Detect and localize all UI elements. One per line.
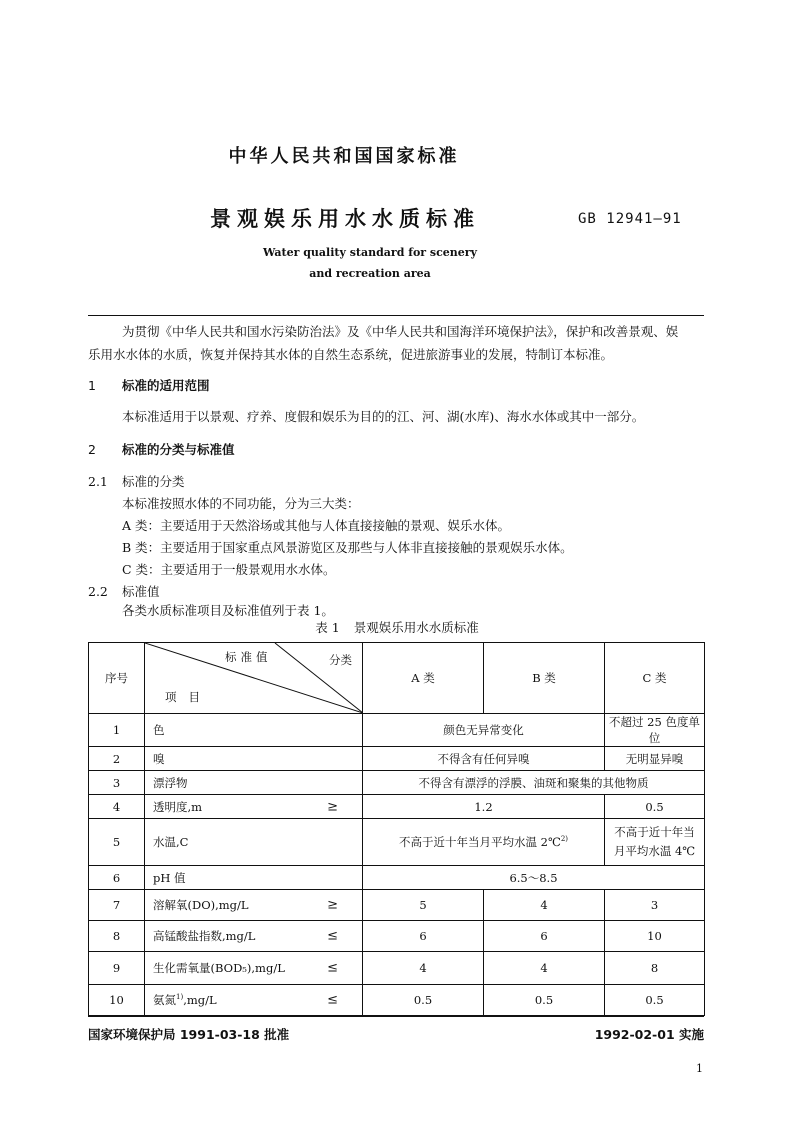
class-b-description: B 类：主要适用于国家重点风景游览区及那些与人体非直接接触的景观娱乐水体。 <box>122 540 573 555</box>
row-value-c <box>605 819 705 866</box>
comparison-symbol: ≤ <box>327 992 338 1008</box>
table-row <box>89 921 705 952</box>
row-value-ab: 1.2 <box>363 795 605 819</box>
section1-text: 本标准适用于以景观、疗养、度假和娱乐为目的的江、河、湖(水库)、海水水体或其中一部分。 <box>122 409 645 424</box>
row-value-c: 无明显异嗅 <box>605 747 705 771</box>
row-value-abc: 不得含有漂浮的浮膜、油斑和聚集的其他物质 <box>363 771 705 795</box>
approval-line: 国家环境保护局 1991-03-18 批准 <box>88 1027 290 1042</box>
row-item-label: 高锰酸盐指数,mg/L <box>153 929 256 943</box>
row-item <box>145 795 363 819</box>
row-item: 水温,C <box>145 819 363 866</box>
row-value-c: 0.5 <box>605 795 705 819</box>
row-no: 6 <box>89 866 145 890</box>
comparison-symbol: ≤ <box>327 928 338 944</box>
row-value-a: 5 <box>363 890 484 921</box>
row-value-ab: 不得含有任何异嗅 <box>363 747 605 771</box>
row-item-label: 氨氮 <box>153 993 176 1007</box>
page-number: 1 <box>696 1062 703 1075</box>
section2-2-number: 2.2 <box>88 584 108 599</box>
row-value-abc: 6.5～8.5 <box>363 866 705 890</box>
header-no: 序号 <box>89 643 145 714</box>
section2-number: 2 <box>88 442 96 457</box>
section2-1-heading <box>88 472 185 490</box>
table-row <box>89 819 705 866</box>
intro-line2: 乐用水水体的水质，恢复并保持其水体的自然生态系统，促进旅游事业的发展，特制订本标准。 <box>88 347 614 362</box>
row-value-a: 0.5 <box>363 985 484 1016</box>
header-class-b: B 类 <box>484 643 605 714</box>
header-divider <box>88 315 704 316</box>
intro-line1: 为贯彻《中华人民共和国水污染防治法》及《中华人民共和国海洋环境保护法》，保护和改善景观、娱 <box>122 324 679 339</box>
water-quality-table <box>88 642 705 1016</box>
row-value-b: 0.5 <box>484 985 605 1016</box>
row-item <box>145 985 363 1016</box>
row-item: 嗅 <box>145 747 363 771</box>
class-c-description: C 类：主要适用于一般景观用水水体。 <box>122 562 336 577</box>
row-no: 10 <box>89 985 145 1016</box>
row-no: 9 <box>89 952 145 985</box>
issuing-authority: 中华人民共和国国家标准 <box>228 146 460 167</box>
row-item <box>145 890 363 921</box>
row-item <box>145 952 363 985</box>
table-row <box>89 952 705 985</box>
row-item <box>145 921 363 952</box>
header-class-a: A 类 <box>363 643 484 714</box>
row-value-a: 4 <box>363 952 484 985</box>
header-diagonal-cell <box>145 643 363 714</box>
header-class-c: C 类 <box>605 643 705 714</box>
header-standard-value: 标准值 <box>225 650 272 664</box>
table-row <box>89 890 705 921</box>
table-row <box>89 795 705 819</box>
footnote-ref: 1) <box>176 993 184 1002</box>
table-row <box>89 714 705 747</box>
row-value-a: 6 <box>363 921 484 952</box>
header-item: 项目 <box>165 690 212 704</box>
section2-1-number: 2.1 <box>88 474 108 489</box>
table-header-row <box>89 643 705 714</box>
row-item: 色 <box>145 714 363 747</box>
row-value-b: 4 <box>484 952 605 985</box>
row-item-label: 生化需氧量(BOD₅),mg/L <box>153 961 285 975</box>
table-caption <box>0 618 794 636</box>
row-no: 8 <box>89 921 145 952</box>
english-title-line2: and recreation area <box>309 267 431 280</box>
section2-heading <box>88 440 235 458</box>
section2-2-title: 标准值 <box>122 584 160 599</box>
row-item-label: 溶解氧(DO),mg/L <box>153 898 249 912</box>
row-value-c: 8 <box>605 952 705 985</box>
comparison-symbol: ≤ <box>327 960 338 976</box>
table-caption-title: 景观娱乐用水水质标准 <box>353 620 479 635</box>
row-value-c: 0.5 <box>605 985 705 1016</box>
row-value-c: 3 <box>605 890 705 921</box>
row-value-ab <box>363 819 605 866</box>
section2-1-title: 标准的分类 <box>122 474 185 489</box>
row-no: 2 <box>89 747 145 771</box>
row-item: pH 值 <box>145 866 363 890</box>
row-no: 5 <box>89 819 145 866</box>
row-no: 7 <box>89 890 145 921</box>
table-caption-number: 表 1 <box>315 620 340 635</box>
row-value-c-line2: 月平均水温 4℃ <box>613 844 696 858</box>
footer-divider <box>88 1016 704 1017</box>
row-value-b: 6 <box>484 921 605 952</box>
comparison-symbol: ≥ <box>327 897 338 913</box>
row-value-ab: 颜色无异常变化 <box>363 714 605 747</box>
table-row <box>89 747 705 771</box>
row-no: 1 <box>89 714 145 747</box>
document-title: 景观娱乐用水水质标准 <box>210 207 480 231</box>
effective-date: 1992-02-01 实施 <box>594 1027 704 1042</box>
section1-title: 标准的适用范围 <box>122 378 210 393</box>
row-value-ab-text: 不高于近十年当月平均水温 2℃ <box>398 835 561 849</box>
table-row <box>89 771 705 795</box>
section1-number: 1 <box>88 378 96 393</box>
header-category: 分类 <box>329 653 352 667</box>
section2-2-text: 各类水质标准项目及标准值列于表 1。 <box>122 603 334 618</box>
row-value-c: 10 <box>605 921 705 952</box>
row-value-c: 不超过 25 色度单位 <box>605 714 705 747</box>
comparison-symbol: ≥ <box>327 799 338 814</box>
section2-1-intro: 本标准按照水体的不同功能，分为三大类： <box>122 496 360 511</box>
standard-number: GB 12941—91 <box>578 211 682 227</box>
section2-2-heading <box>88 582 160 600</box>
section2-title: 标准的分类与标准值 <box>122 442 235 457</box>
row-value-c-line1: 不高于近十年当 <box>614 825 695 839</box>
row-no: 3 <box>89 771 145 795</box>
row-item-label: 透明度,m <box>153 799 203 814</box>
english-title-line1: Water quality standard for scenery <box>262 246 477 259</box>
section1-heading <box>88 376 210 394</box>
table-row <box>89 985 705 1016</box>
row-no: 4 <box>89 795 145 819</box>
table-row <box>89 866 705 890</box>
row-item: 漂浮物 <box>145 771 363 795</box>
row-value-b: 4 <box>484 890 605 921</box>
footnote-ref: 2) <box>560 835 569 844</box>
row-item-unit: ,mg/L <box>183 993 217 1007</box>
class-a-description: A 类：主要适用于天然浴场或其他与人体直接接触的景观、娱乐水体。 <box>122 518 511 533</box>
